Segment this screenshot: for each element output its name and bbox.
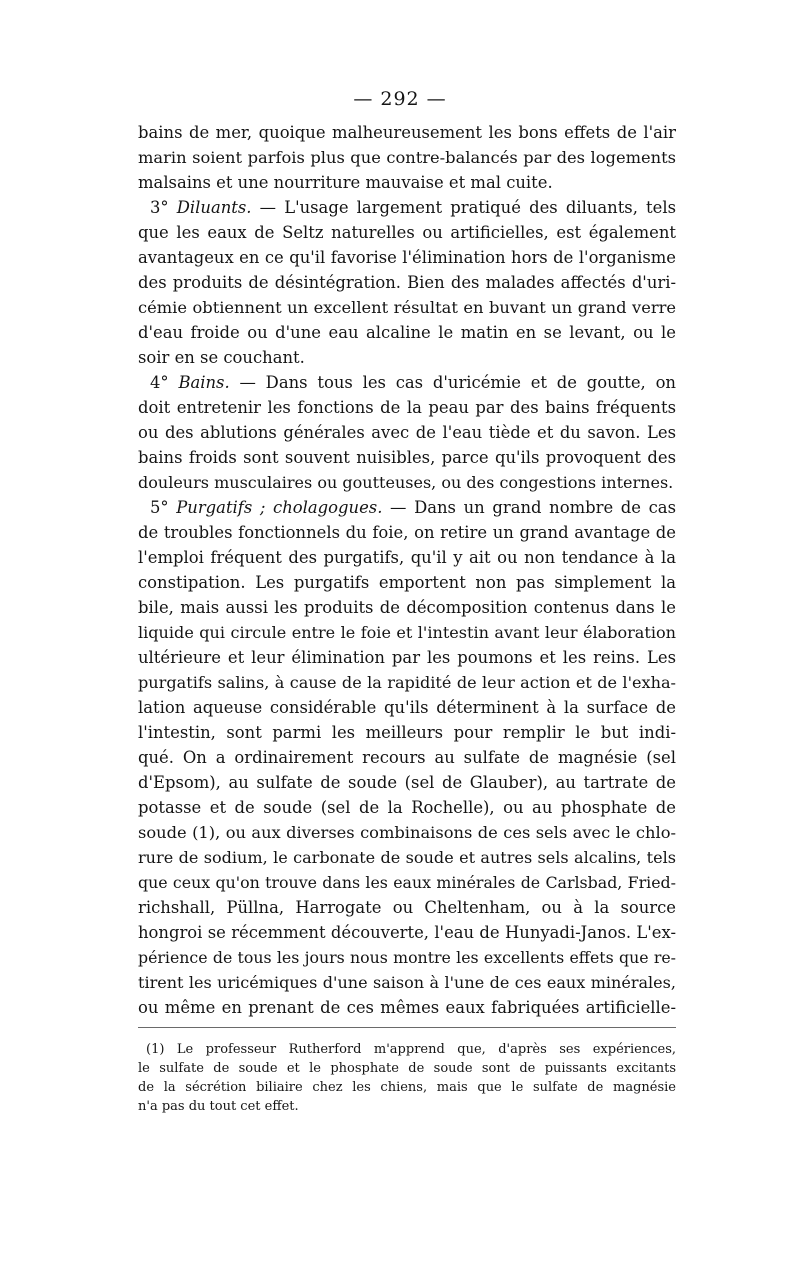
text-line: marin soient parfois plus que contre-balancés par des logements — [138, 148, 676, 167]
text-line: de troubles fonctionnels du foie, on retire un grand avantage de — [138, 523, 676, 542]
section-text: — Dans un grand nombre de cas — [382, 498, 676, 517]
text-line: soir en se couchant. — [138, 348, 305, 367]
footnote — [138, 1040, 676, 1116]
text-line: ou même en prenant de ces mêmes eaux fabriquées artificielle- — [138, 998, 676, 1017]
text-line: l'intestin, sont parmi les meilleurs pour remplir le but indi- — [138, 723, 676, 742]
text-line: bains de mer, quoique malheureusement les bons effets de l'air — [138, 123, 676, 142]
text-line: hongroi se récemment découverte, l'eau de Hunyadi-Janos. L'ex- — [138, 923, 676, 942]
text-line: soude (1), ou aux diverses combinaisons de ces sels avec le chlo- — [138, 823, 676, 842]
text-line: périence de tous les jours nous montre les excellents effets que re- — [138, 948, 676, 967]
section-heading-line-purgatifs — [138, 495, 676, 520]
text-line: bile, mais aussi les produits de décomposition contenus dans le — [138, 598, 676, 617]
text-line: liquide qui circule entre le foie et l'intestin avant leur élaboration — [138, 623, 676, 642]
text-line: d'eau froide ou d'une eau alcaline le matin en se levant, ou le — [138, 323, 676, 342]
text-line: richshall, Püllna, Harrogate ou Cheltenham, ou à la source — [138, 898, 676, 917]
text-line: potasse et de soude (sel de la Rochelle), ou au phosphate de — [138, 798, 676, 817]
text-line: doit entretenir les fonctions de la peau par des bains fréquents — [138, 398, 676, 417]
text-line: lation aqueuse considérable qu'ils déterminent à la surface de — [138, 698, 676, 717]
text-line: douleurs musculaires ou goutteuses, ou des congestions internes. — [138, 473, 674, 492]
section-number: 5° — [150, 498, 177, 517]
footnote-divider — [138, 1027, 676, 1028]
text-line: que les eaux de Seltz naturelles ou artificielles, est également — [138, 223, 676, 242]
footnote-line: le sulfate de soude et le phosphate de soude sont de puissants excitants — [138, 1061, 676, 1076]
section-heading-line-diluants — [138, 195, 676, 220]
text-line: que ceux qu'on trouve dans les eaux minérales de Carlsbad, Fried- — [138, 873, 676, 892]
text-line: avantageux en ce qu'il favorise l'élimination hors de l'organisme — [138, 248, 676, 267]
body-text — [138, 120, 676, 1020]
section-text: — Dans tous les cas d'uricémie et de goutte, on — [229, 373, 676, 392]
section-title: Bains. — [178, 373, 230, 392]
footnote-line: n'a pas du tout cet effet. — [138, 1099, 299, 1114]
text-line: ou des ablutions générales avec de l'eau tiède et du savon. Les — [138, 423, 676, 442]
text-line: l'emploi fréquent des purgatifs, qu'il y ait ou non tendance à la — [138, 548, 676, 567]
text-line: cémie obtiennent un excellent résultat en buvant un grand verre — [138, 298, 676, 317]
text-line: rure de sodium, le carbonate de soude et autres sels alcalins, tels — [138, 848, 676, 867]
text-line: d'Epsom), au sulfate de soude (sel de Glauber), au tartrate de — [138, 773, 676, 792]
section-number: 4° — [150, 373, 179, 392]
text-line: des produits de désintégration. Bien des malades affectés d'uri- — [138, 273, 676, 292]
footnote-line: de la sécrétion biliaire chez les chiens, mais que le sulfate de magnésie — [138, 1080, 676, 1095]
text-line: malsains et une nourriture mauvaise et mal cuite. — [138, 173, 553, 192]
text-line: ultérieure et leur élimination par les poumons et les reins. Les — [138, 648, 676, 667]
section-title: Diluants. — [176, 198, 252, 217]
footnote-line: (1) Le professeur Rutherford m'apprend que, d'après ses expériences, — [146, 1042, 676, 1057]
text-line: constipation. Les purgatifs emportent non pas simplement la — [138, 573, 676, 592]
text-line: purgatifs salins, à cause de la rapidité de leur action et de l'exha- — [138, 673, 676, 692]
text-line: tirent les uricémiques d'une saison à l'une de ces eaux minérales, — [138, 973, 676, 992]
section-heading-line-bains — [138, 370, 676, 395]
text-line: bains froids sont souvent nuisibles, parce qu'ils provoquent des — [138, 448, 676, 467]
section-title: Purgatifs ; cholagogues. — [176, 498, 383, 517]
page-number: — 292 — — [353, 88, 447, 110]
section-number: 3° — [150, 198, 177, 217]
section-text: — L'usage largement pratiqué des diluants, tels — [251, 198, 676, 217]
text-line: qué. On a ordinairement recours au sulfate de magnésie (sel — [138, 748, 676, 767]
